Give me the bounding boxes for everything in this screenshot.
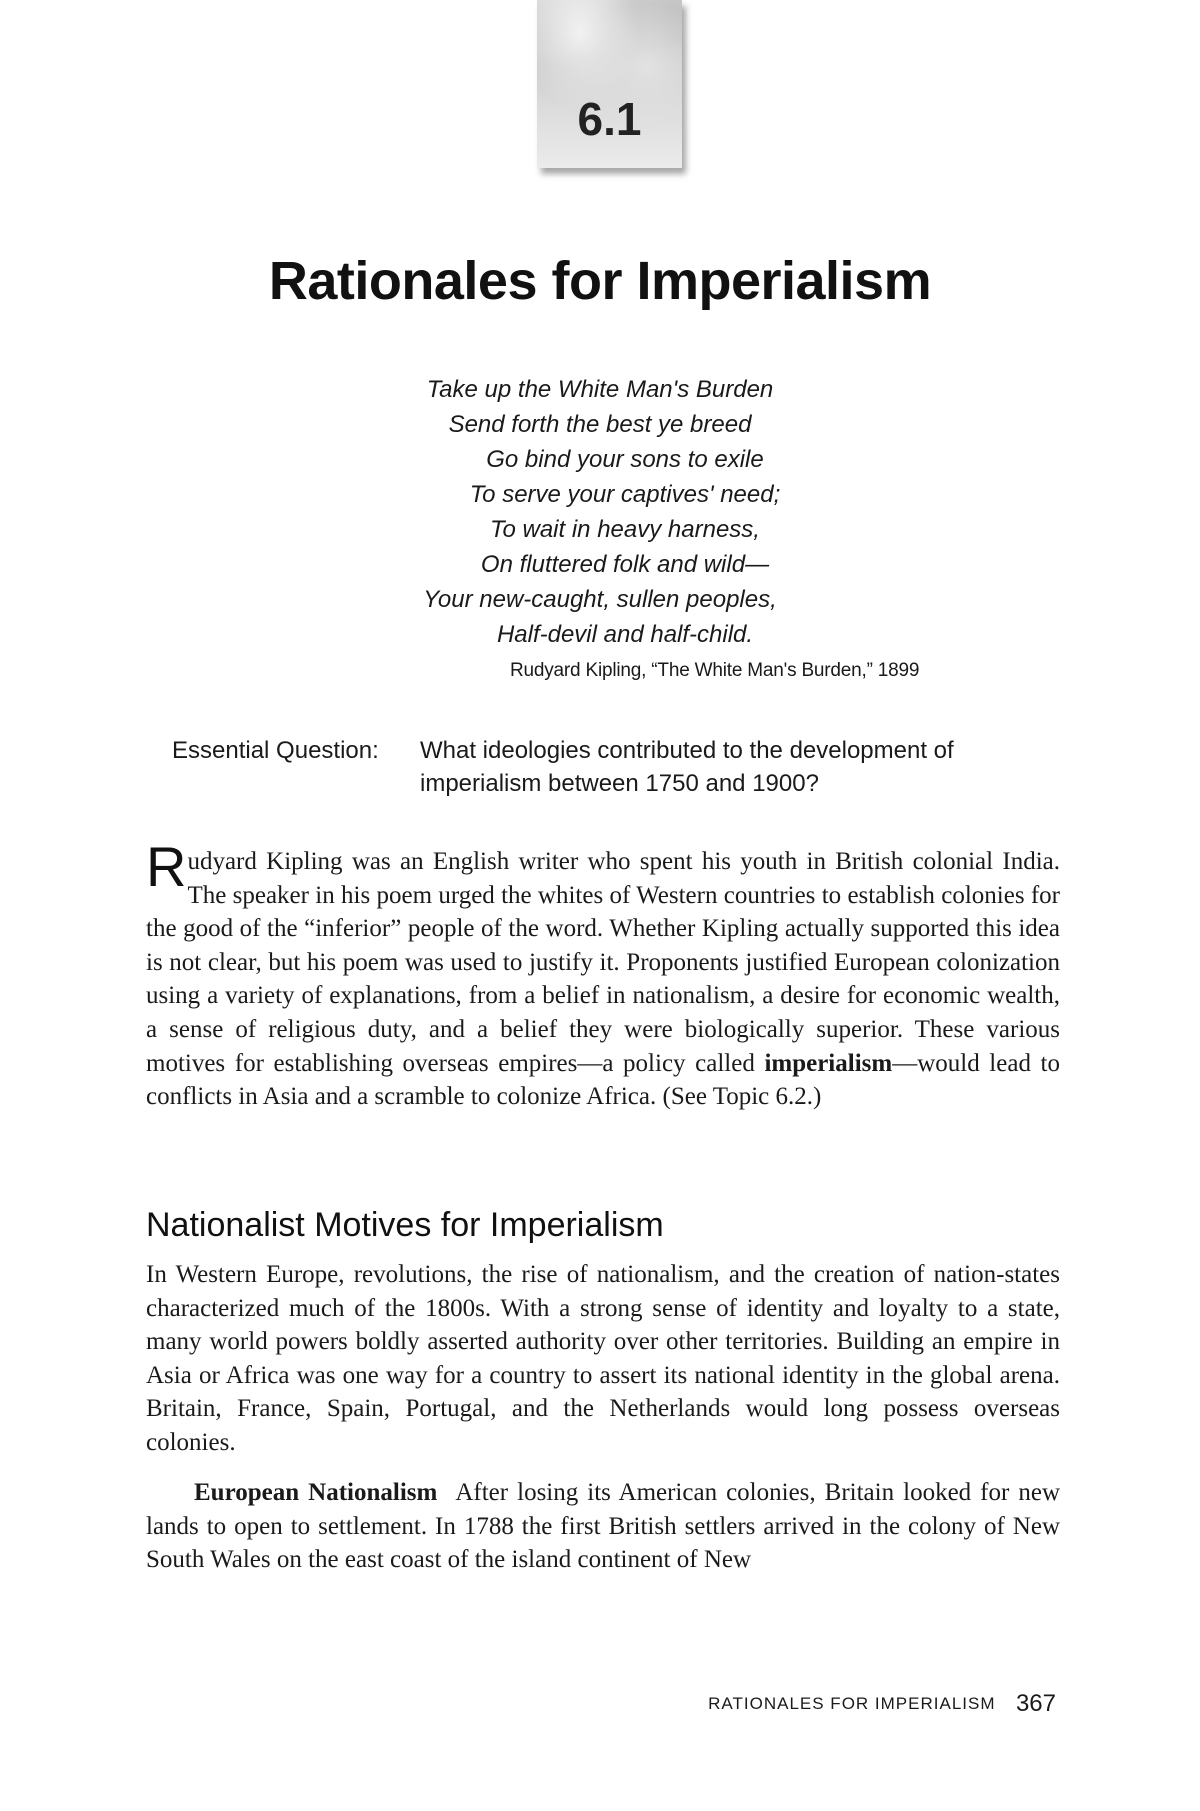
page-number: 367 bbox=[1015, 1690, 1056, 1717]
page-title: Rationales for Imperialism bbox=[268, 251, 932, 311]
epigraph-attribution: Rudyard Kipling, “The White Man's Burden,” 1899 bbox=[510, 660, 920, 681]
running-head: RATIONALES FOR IMPERIALISM bbox=[708, 1694, 996, 1713]
intro-text: udyard Kipling was an English writer who spent his youth in British colonial India. The speaker in his poem urged the whites of Western countries to establish colonies for the good of the “inferior” people of the word. Whether Kipling actually supported this idea is not clear, but his poem was used to justify it. Proponents justified European colonization using a variety of explanations, from a belief in nationalism, a desire for economic wealth, a sense of religious duty, and a belief they were biologically superior. These various motives for establishing overseas empires—a policy called bbox=[146, 848, 1060, 1077]
topic-tab bbox=[537, 0, 682, 168]
essential-question-label: Essential Question: bbox=[172, 737, 379, 764]
section-heading: Nationalist Motives for Imperialism bbox=[146, 1206, 664, 1244]
poem-line: On fluttered folk and wild— bbox=[480, 551, 770, 578]
essential-question-text: What ideologies contributed to the development of imperialism between 1750 and 1900? bbox=[420, 737, 954, 797]
intro-text-end: —would lead to conflicts in Asia and a scramble to colonize Africa. (See Topic 6.2.) bbox=[146, 1049, 1060, 1111]
essential-question bbox=[172, 734, 1032, 800]
page-footer bbox=[708, 1690, 1056, 1718]
poem-line: Your new-caught, sullen peoples, bbox=[423, 586, 777, 613]
topic-number: 6.1 bbox=[577, 93, 642, 145]
section-paragraph: In Western Europe, revolutions, the rise of nationalism, and the creation of nation-states characterized much of the 1800s. With a strong sense of identity and loyalty to a state, many world powers boldly asserted authority over other territories. Building an empire in Asia or Africa was one way for a country to assert its national identity in the global arena. Britain, France, Spain, Portugal, and the Netherlands would long possess overseas colonies. bbox=[146, 1261, 1060, 1456]
subsection-text: After losing its American colonies, Britain looked for new lands to open to settlement. In 1788 the first British settlers arrived in the colony of New South Wales on the east coast of the island continent of New bbox=[146, 1479, 1060, 1574]
poem-line: Half-devil and half-child. bbox=[496, 621, 754, 648]
poem-line: To serve your captives' need; bbox=[469, 481, 781, 508]
poem-line: Go bind your sons to exile bbox=[486, 446, 764, 473]
subsection-paragraph bbox=[146, 1476, 1060, 1577]
intro-paragraph bbox=[146, 835, 1060, 1114]
subsection-heading: European Nationalism bbox=[194, 1479, 438, 1506]
drop-cap: R bbox=[146, 835, 187, 898]
key-term: imperialism bbox=[764, 1049, 893, 1077]
poem-line: Send forth the best ye breed bbox=[448, 411, 752, 438]
poem-line: Take up the White Man's Burden bbox=[426, 376, 774, 403]
poem-line: To wait in heavy harness, bbox=[490, 516, 760, 543]
epigraph-poem bbox=[0, 372, 1200, 652]
